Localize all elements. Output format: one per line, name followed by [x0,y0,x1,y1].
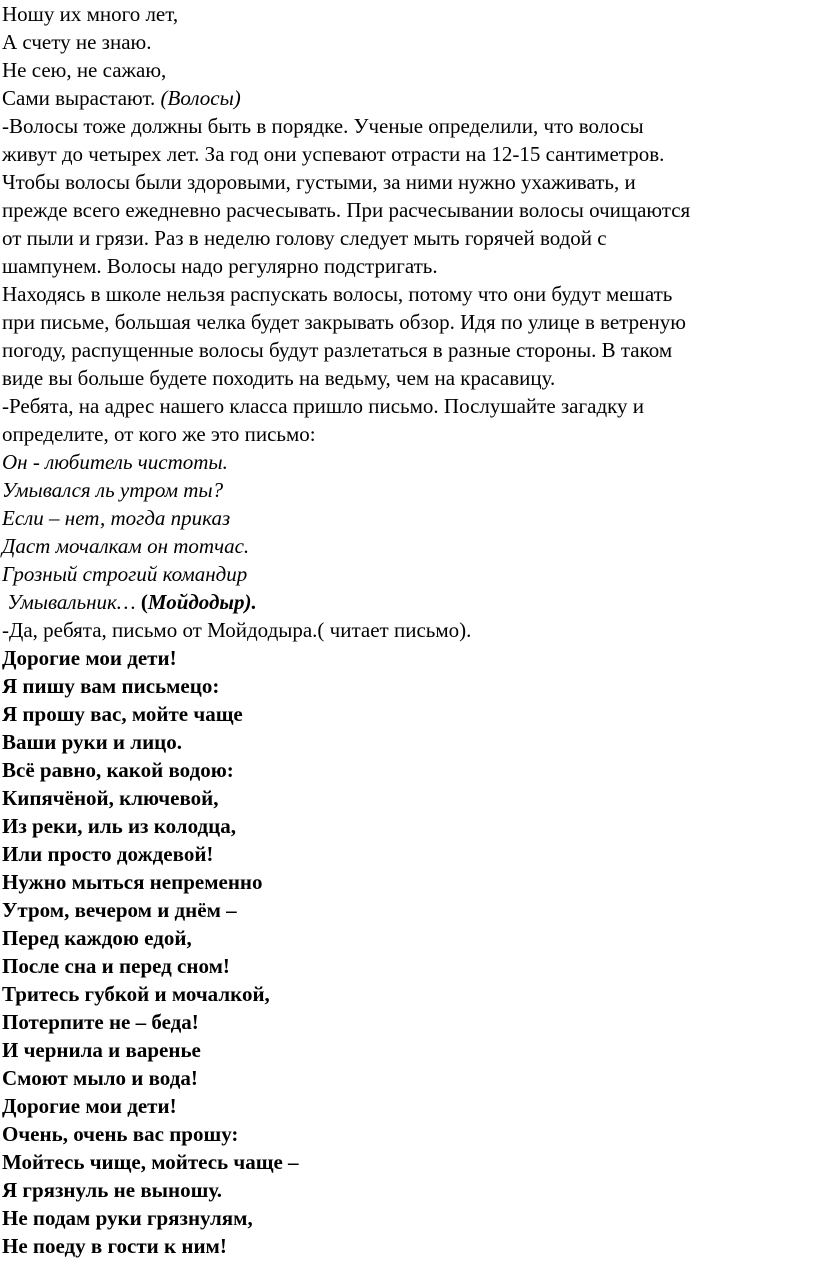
paragraph-line: при письме, большая челка будет закрывать обзор. Идя по улице в ветреную [2,310,686,334]
riddle-line: Даст мочалкам он тотчас. [2,534,250,558]
riddle-line: Умывался ль утром ты? [2,478,224,502]
paragraph-line: -Ребята, на адрес нашего класса пришло письмо. Послушайте загадку и [2,394,645,418]
poem-line: Утром, вечером и днём – [2,898,237,922]
moidodyr-letter-poem [2,644,814,1260]
poem-line: Я грязнуль не выношу. [2,1178,223,1202]
poem-line: Очень, очень вас прошу: [2,1122,239,1146]
poem-line: Не подам руки грязнулям, [2,1206,253,1230]
riddle-line-with-answer [2,84,814,112]
poem-line: И чернила и варенье [2,1038,201,1062]
poem-line: Я пишу вам письмецо: [2,674,220,698]
riddle-line: Не сею, не сажаю, [2,58,167,82]
riddle-moidodyr [2,448,814,616]
riddle-answer: Мойдодыр). [147,590,257,614]
riddle-line-text: Умывальник… [2,590,136,614]
poem-line: Смоют мыло и вода! [2,1066,198,1090]
riddle-open-paren: ( [135,590,148,614]
poem-line: Мойтесь чище, мойтесь чаще – [2,1150,299,1174]
riddle-line: Грозный строгий командир [2,562,248,586]
letter-read-line: -Да, ребята, письмо от Мойдодыра.( читает письмо). [2,618,472,642]
riddle-line: Ношу их много лет, [2,2,179,26]
document-page [2,0,814,1260]
letter-intro-paragraph [2,392,814,448]
paragraph-line: Находясь в школе нельзя распускать волосы, потому что они будут мешать [2,282,673,306]
poem-line: Потерпите не – беда! [2,1010,199,1034]
poem-line: Не поеду в гости к ним! [2,1234,227,1258]
paragraph-line: Чтобы волосы были здоровыми, густыми, за ними нужно ухаживать, и [2,170,636,194]
poem-line: После сна и перед сном! [2,954,230,978]
riddle-line: Если – нет, тогда приказ [2,506,231,530]
poem-line: Или просто дождевой! [2,842,214,866]
riddle-answer: (Волосы) [160,86,241,110]
poem-line: Я прошу вас, мойте чаще [2,702,243,726]
paragraph-line: живут до четырех лет. За год они успевают отрасти на 12-15 сантиметров. [2,142,665,166]
poem-line: Нужно мыться непременно [2,870,263,894]
paragraph-line: погоду, распущенные волосы будут разлетаться в разные стороны. В таком [2,338,673,362]
paragraph-line: от пыли и грязи. Раз в неделю голову следует мыть горячей водой с [2,226,607,250]
riddle-line-text: Сами вырастают. [2,86,156,110]
school-hair-paragraph [2,280,814,392]
paragraph-line: определите, от кого же это письмо: [2,422,316,446]
poem-line: Из реки, иль из колодца, [2,814,236,838]
hair-care-paragraph [2,112,814,280]
paragraph-line: -Волосы тоже должны быть в порядке. Ученые определили, что волосы [2,114,644,138]
riddle-line: А счету не знаю. [2,30,152,54]
poem-line: Кипячёной, ключевой, [2,786,219,810]
poem-line: Всё равно, какой водою: [2,758,234,782]
poem-line: Дорогие мои дети! [2,646,177,670]
riddle-line: Он - любитель чистоты. [2,450,228,474]
paragraph-line: шампунем. Волосы надо регулярно подстригать. [2,254,438,278]
riddle-hair [2,0,814,112]
poem-line: Дорогие мои дети! [2,1094,177,1118]
poem-line: Перед каждою едой, [2,926,192,950]
paragraph-line: прежде всего ежедневно расчесывать. При расчесывании волосы очищаются [2,198,691,222]
paragraph-line: виде вы больше будете походить на ведьму, чем на красавицу. [2,366,556,390]
riddle-line-with-answer [2,588,814,616]
poem-line: Ваши руки и лицо. [2,730,183,754]
poem-line: Тритесь губкой и мочалкой, [2,982,270,1006]
